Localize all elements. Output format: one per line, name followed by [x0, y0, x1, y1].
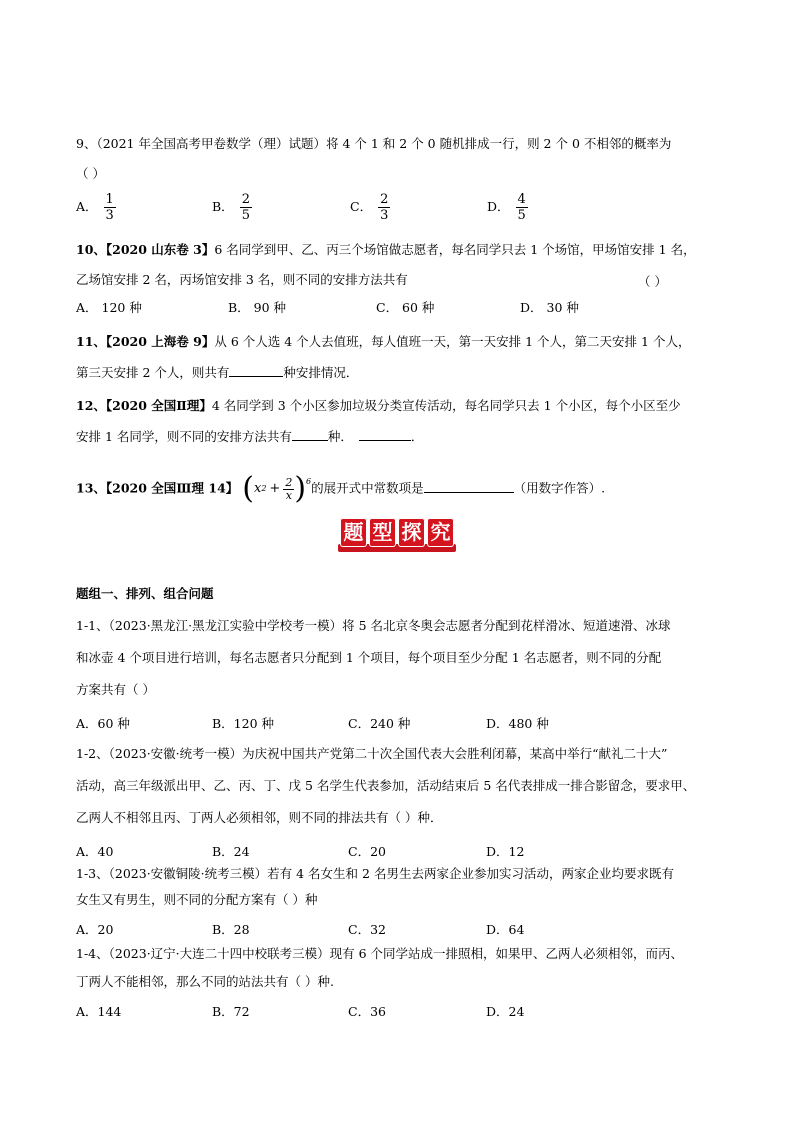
answer-blank	[229, 364, 283, 377]
q10-option-c: C． 60 种	[376, 300, 435, 315]
numerator: 4	[517, 192, 526, 207]
q11-text-before: 第三天安排 2 个人，则共有	[76, 365, 230, 380]
fraction	[240, 192, 252, 223]
option-a: A．144	[76, 1004, 122, 1019]
denominator: 3	[380, 208, 389, 223]
q12-text-after: ．	[410, 429, 424, 444]
option-a: A．20	[76, 922, 114, 937]
q1-2-line: 1-2、（2023·安徽·统考一模）为庆祝中国共产党第二十次全国代表大会胜利闭幕，某高中举行“献礼二十大”	[76, 746, 668, 761]
q12-text: 4 名同学到 3 个小区参加垃圾分类宣传活动，每名同学只去 1 个小区，每个小区至少	[211, 398, 681, 413]
option-label: A．	[76, 199, 98, 214]
q10-number: 10、	[76, 242, 106, 257]
q1-3-line: 女生又有男生，则不同的分配方案有（ ）种	[76, 892, 318, 907]
option-c: C．240 种	[348, 716, 411, 731]
q11-line-1	[76, 334, 690, 350]
banner-char: 题	[340, 518, 367, 547]
denominator: 5	[241, 208, 250, 223]
answer-blank	[424, 480, 514, 493]
q1-1-line: 方案共有（ ）	[76, 682, 155, 697]
q1-1-line: 和冰壶 4 个项目进行培训，每名志愿者只分配到 1 个项目，每个项目至少分配 1 名志愿者，则不同的分配	[76, 650, 662, 665]
q9-option-a	[76, 192, 116, 223]
option-b: B．28	[212, 922, 250, 937]
option-a: A．60 种	[76, 716, 130, 731]
q11-number: 11、	[76, 334, 106, 349]
answer-blank	[292, 428, 328, 441]
q10-option-d: D． 30 种	[520, 300, 579, 315]
q11-text: 从 6 个人选 4 个人去值班，每人值班一天，第一天安排 1 个人，第二天安排 1 个人，	[214, 334, 691, 349]
q11-source: 【2020 上海卷 9】	[105, 334, 215, 349]
q1-2-line: 活动，高三年级派出甲、乙、丙、丁、戊 5 名学生代表参加，活动结束后 5 名代表排成一排合影留念，要求甲、	[76, 778, 696, 793]
group-heading: 题组一、排列、组合问题	[76, 586, 214, 601]
denominator: 5	[517, 208, 526, 223]
q12-line-1	[76, 398, 681, 414]
left-paren: (	[242, 471, 254, 506]
q13-line	[76, 471, 606, 506]
q13-number: 13、	[76, 480, 106, 496]
right-paren: )	[294, 471, 307, 506]
expr-exponent: 2	[261, 484, 267, 493]
option-label: C．	[350, 199, 373, 214]
option-d: D．64	[486, 922, 525, 937]
option-label: D．	[487, 199, 510, 214]
q10-line-2: 乙场馆安排 2 名，丙场馆安排 3 名，则不同的安排方法共有	[76, 272, 408, 287]
numerator: 2	[241, 192, 250, 207]
denominator: 3	[105, 208, 114, 223]
q11-text-after: 种安排情况．	[283, 365, 359, 380]
q12-line-2	[76, 428, 423, 445]
q1-4-options	[76, 1002, 736, 1042]
q13-tail: （用数字作答）.	[513, 480, 606, 496]
option-d: D．480 种	[486, 716, 549, 731]
q9-option-b	[212, 192, 252, 223]
q12-number: 12、	[76, 398, 106, 413]
q10-option-b: B． 90 种	[228, 300, 287, 315]
option-b: B．120 种	[212, 716, 275, 731]
option-c: C．36	[348, 1004, 386, 1019]
q12-text-mid: 种．	[327, 429, 353, 444]
numerator: 2	[380, 192, 389, 207]
q9-option-d	[487, 192, 528, 223]
option-c: C．20	[348, 844, 386, 859]
q10-source: 【2020 山东卷 3】	[105, 242, 215, 257]
expr-fraction	[283, 477, 294, 502]
q9-paren: （ ）	[76, 166, 105, 181]
q12-source: 【2020 全国Ⅱ理】	[105, 398, 212, 413]
q13-source: 【2020 全国Ⅲ理 14】	[105, 480, 239, 496]
q10-line-1	[76, 242, 696, 258]
q10-option-a: A． 120 种	[76, 300, 142, 315]
numerator: 2	[285, 475, 293, 489]
option-label: B．	[212, 199, 234, 214]
q1-2-line: 乙两人不相邻且丙、丁两人必须相邻，则不同的排法共有（ ）种．	[76, 810, 443, 825]
q10-options	[76, 298, 736, 338]
banner-char: 究	[427, 518, 454, 547]
option-d: D．24	[486, 1004, 525, 1019]
expr-plus: +	[269, 481, 281, 496]
expr-x: x	[253, 481, 262, 496]
q12-text-before: 安排 1 名同学，则不同的安排方法共有	[76, 429, 292, 444]
option-a: A．40	[76, 844, 114, 859]
q1-1-line: 1-1、（2023·黑龙江·黑龙江实验中学校考一模）将 5 名北京冬奥会志愿者分配到花样滑冰、短道速滑、冰球	[76, 618, 671, 633]
q1-4-line: 丁两人不能相邻，那么不同的站法共有（ ）种.	[76, 974, 334, 989]
banner-char: 探	[398, 518, 425, 547]
fraction	[516, 192, 528, 223]
answer-blank	[359, 428, 411, 441]
binomial-expression	[242, 471, 312, 506]
fraction	[104, 192, 116, 223]
q9-stem: 9、（2021 年全国高考甲卷数学（理）试题）将 4 个 1 和 2 个 0 随机排成一行，则 2 个 0 不相邻的概率为	[76, 136, 672, 151]
q10-paren: （ ）	[638, 274, 667, 289]
q10-text: 6 名同学到甲、乙、丙三个场馆做志愿者，每名同学只去 1 个场馆，甲场馆安排 1 名，	[214, 242, 696, 257]
q1-4-line: 1-4、（2023·辽宁·大连二十四中校联考三模）现有 6 个同学站成一排照相，如果甲、乙两人必须相邻，而丙、	[76, 946, 684, 961]
banner-char: 型	[369, 518, 396, 547]
q9-options	[76, 192, 736, 232]
option-c: C．32	[348, 922, 386, 937]
option-d: D．12	[486, 844, 525, 859]
q11-line-2	[76, 364, 358, 381]
fraction	[378, 192, 390, 223]
option-b: B．24	[212, 844, 250, 859]
option-b: B．72	[212, 1004, 250, 1019]
q9-option-c	[350, 192, 390, 223]
section-banner	[338, 518, 456, 552]
expr-power: 6	[306, 477, 312, 486]
q1-3-line: 1-3、（2023·安徽铜陵·统考三模）若有 4 名女生和 2 名男生去两家企业参加实习活动，两家企业均要求既有	[76, 866, 674, 881]
q13-text: 的展开式中常数项是	[311, 480, 424, 496]
numerator: 1	[105, 192, 114, 207]
denominator: x	[285, 488, 292, 502]
